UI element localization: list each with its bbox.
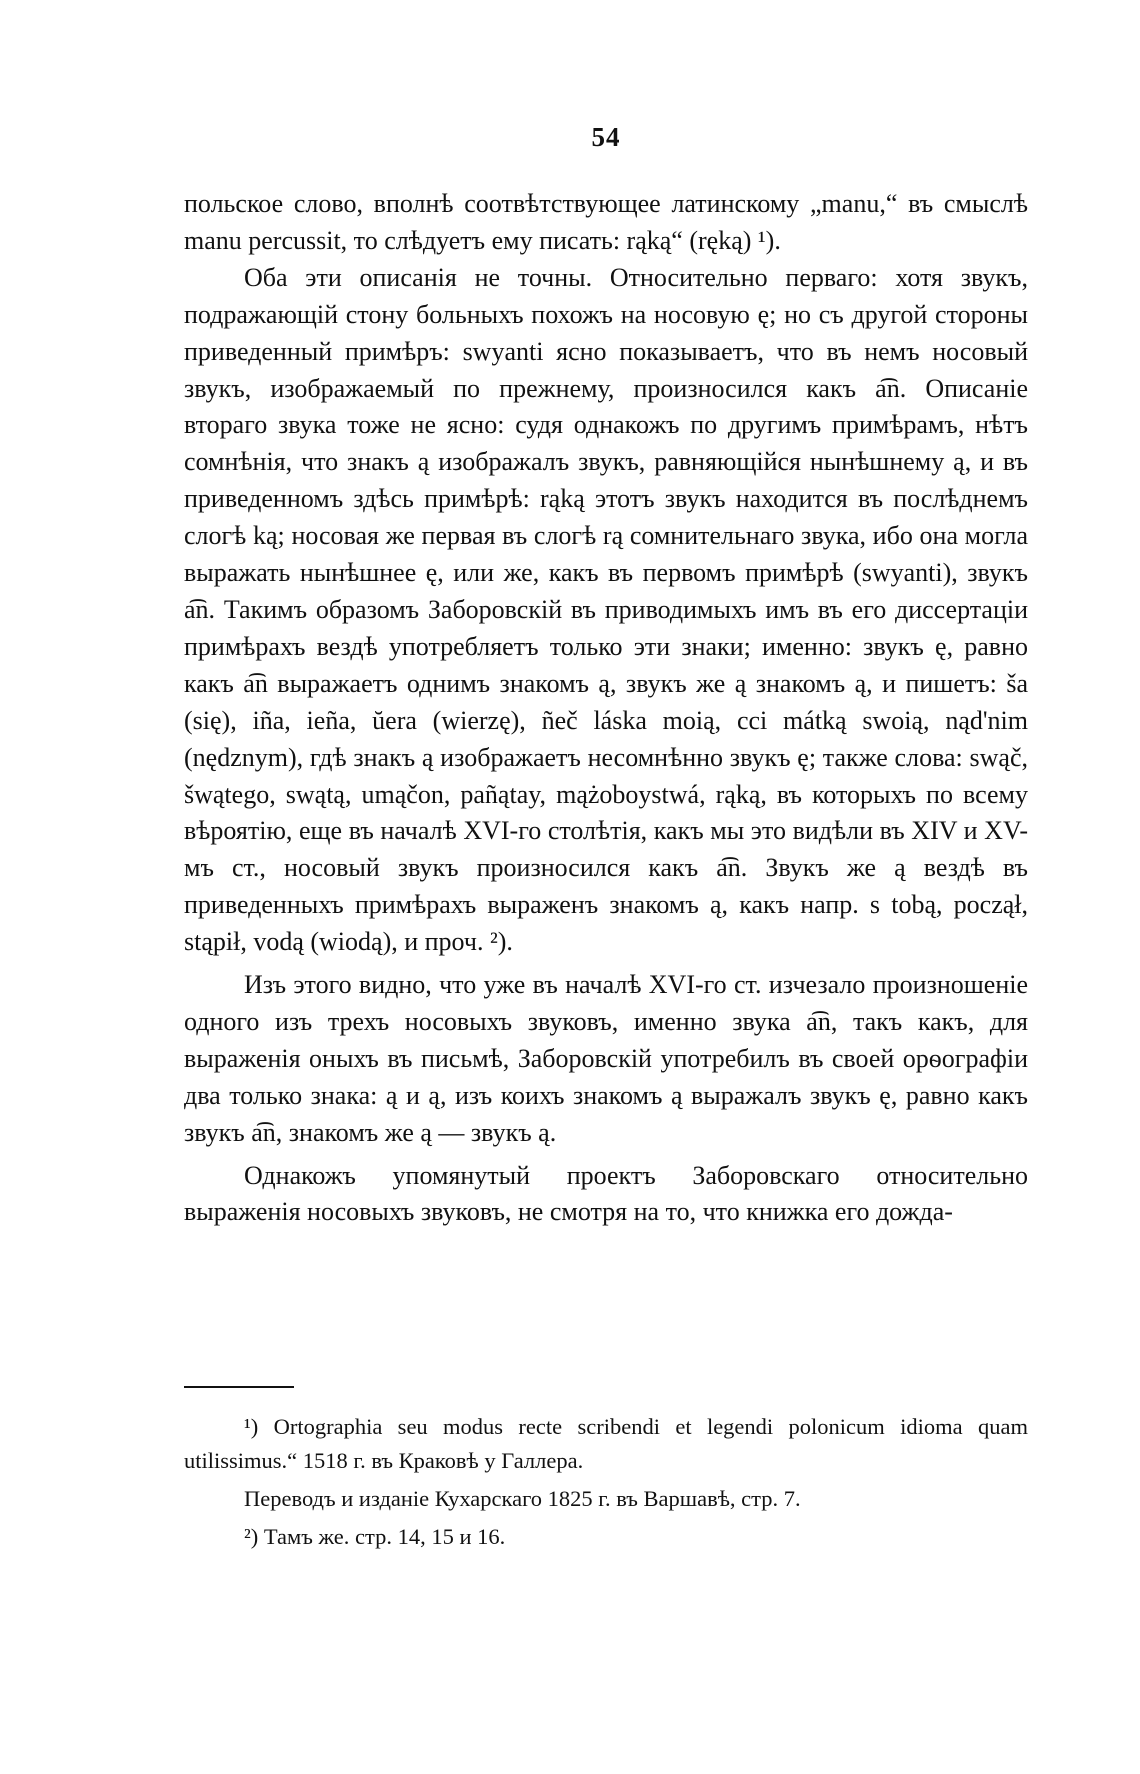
paragraph-3: Изъ этого видно, что уже въ началѣ XVI-го ст. изчезало произношеніе одного изъ трехъ носовыхъ звуковъ, именно звука a͡n, такъ какъ, для выраженія оныхъ въ письмѣ, Заборовскій употребилъ въ своей орѳографіи два только знака: ą и ą, изъ коихъ знакомъ ą выражалъ звукъ ę, равно какъ звукъ a͡n, знакомъ же ą — звукъ ą. xyxy=(184,970,1028,1147)
footnote-1: ¹) Ortographia seu modus recte scribendi et legendi polonicum idioma quam utilissimus.“ 1518 г. въ Краковѣ у Галлера. xyxy=(184,1414,1028,1473)
footnote-divider xyxy=(184,1386,294,1388)
paragraph-1: польское слово, вполнѣ соотвѣтствующее латинскому „manu,“ въ смыслѣ manu percussit, то слѣдуетъ ему писать: rąką“ (ręką) ¹). xyxy=(184,189,1028,255)
page-number: 54 xyxy=(591,122,621,152)
footnotes xyxy=(184,1410,1028,1554)
book-page xyxy=(184,0,1028,1774)
paragraph-4: Однакожъ упомянутый проектъ Заборовскаго относительно выраженія носовыхъ звуковъ, не смотря на то, что книжка его дожда- xyxy=(184,1160,1028,1227)
footnote-1-continuation: Переводъ и изданіе Кухарскаго 1825 г. въ Варшавѣ, стр. 7. xyxy=(244,1486,801,1511)
footnote-2: ²) Тамъ же. стр. 14, 15 и 16. xyxy=(244,1524,506,1549)
paragraph-2: Оба эти описанія не точны. Относительно перваго: хотя звукъ, подражающій стону больныхъ похожъ на носовую ę; но съ другой стороны приведенный примѣръ: swyanti ясно показываетъ, что въ немъ носовый звукъ, изображаемый по прежнему, произносился какъ a͡n. Описаніе втораго звука тоже не ясно: судя однакожъ по другимъ примѣрамъ, нѣтъ сомнѣнія, что знакъ ą изображалъ звукъ, равняющійся нынѣшнему ą, и въ приведенномъ здѣсь примѣрѣ: rąką этотъ звукъ находится въ послѣднемъ слогѣ ką; носовая же первая въ слогѣ rą сомнительнаго звука, ибо она могла выражать нынѣшнее ę, или же, какъ въ первомъ примѣрѣ (swyanti), звукъ a͡n. Такимъ образомъ Заборовскій въ приводимыхъ имъ въ его диссертаціи примѣрахъ вездѣ употребляетъ только эти знаки; именно: звукъ ę, равно какъ a͡n выражаетъ однимъ знакомъ ą, звукъ же ą знакомъ ą, и пишетъ: ša (się), iña, ieñа, ŭera (wierzę), ñeč láska moią, cci mátką swoią, nąd'nim (nędznym), гдѣ знакъ ą изображаетъ несомнѣнно звукъ ę; также слова: swąč, šwątego, swątą, umąčon, pañątay, mążoboystwá, rąką, въ которыхъ по всему вѣроятію, еще въ началѣ XVI-го столѣтія, какъ мы это видѣли въ XIV и XV-мъ ст., носовый звукъ произносился какъ a͡n. Звукъ же ą вездѣ въ приведенныхъ примѣрахъ выраженъ знакомъ ą, какъ напр. s tobą, począł, stąpił, vodą (wiodą), и проч. ²). xyxy=(184,262,1028,957)
main-text xyxy=(184,186,1028,1231)
